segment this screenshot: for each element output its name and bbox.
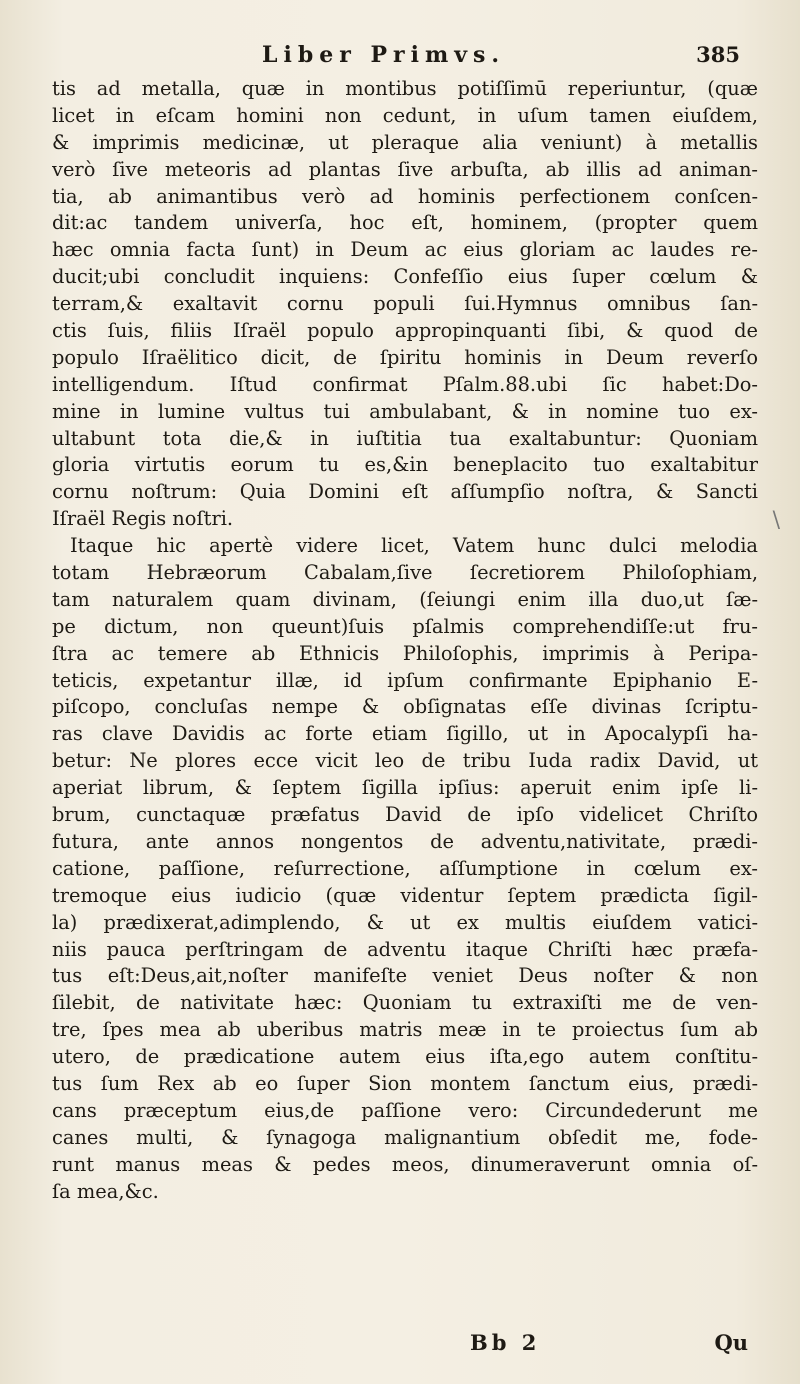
text-line: piſcopo, concluſas nempe & obſignatas eſſe divinas ſcriptu- xyxy=(52,695,758,719)
text-line: cornu noſtrum: Quia Domini eſt aſſumpſio noſtra, & Sancti xyxy=(52,480,758,504)
text-line: catione, paſſione, reſurrectione, aſſumptione in cœlum ex- xyxy=(52,856,758,880)
text-line: gloria virtutis eorum tu es,&in beneplacito tuo exaltabitur xyxy=(52,453,758,477)
text-line: hæc omnia facta ſunt) in Deum ac eius gloriam ac laudes re- xyxy=(52,238,758,262)
text-line: pe dictum, non queunt)ſuis pſalmis comprehendiſſe:ut fru- xyxy=(52,614,758,638)
text-line: niis pauca perſtringam de adventu itaque Chriſti hæc præfa- xyxy=(52,937,758,961)
page-footer xyxy=(52,1330,758,1360)
text-line: populo Iſraëlitico dicit, de ſpiritu hominis in Deum reverſo xyxy=(52,345,758,369)
catchword: Qu xyxy=(714,1330,748,1355)
text-line: tus eſt:Deus,ait,noſter manifeſte veniet Deus noſter & non xyxy=(52,964,758,988)
text-line: ſtra ac temere ab Ethnicis Philoſophis, imprimis à Peripa- xyxy=(52,641,758,665)
text-line: cans præceptum eius,de paſſione vero: Circundederunt me xyxy=(52,1098,758,1122)
text-line: utero, de prædicatione autem eius iſta,ego autem conſtitu- xyxy=(52,1045,758,1069)
page-header xyxy=(52,42,752,76)
running-title: Liber Primvs. xyxy=(262,42,506,68)
text-line: dit:ac tandem univerſa, hoc eſt, hominem, (propter quem xyxy=(52,211,758,235)
text-line: totam Hebræorum Cabalam,ſive ſecretiorem Philoſophiam, xyxy=(52,561,758,585)
text-line: ras clave Davidis ac forte etiam ſigillo, ut in Apocalypſi ha- xyxy=(52,722,758,746)
text-line: ultabunt tota die,& in iuſtitia tua exaltabuntur: Quoniam xyxy=(52,426,758,450)
text-line: verò ſive meteoris ad plantas ſive arbuſta, ab illis ad animan- xyxy=(52,157,758,181)
text-line: tia, ab animantibus verò ad hominis perfectionem conſcen- xyxy=(52,184,758,208)
text-line: Iſraël Regis noſtri. xyxy=(52,507,234,531)
text-line: ſilebit, de nativitate hæc: Quoniam tu extraxiſti me de ven- xyxy=(52,991,758,1015)
margin-mark: \ xyxy=(772,508,780,533)
body-text xyxy=(52,76,758,1205)
text-line: & imprimis medicinæ, ut pleraque alia veniunt) à metallis xyxy=(52,130,758,154)
text-line: mine in lumine vultus tui ambulabant, & in nomine tuo ex- xyxy=(52,399,758,423)
page-number: 385 xyxy=(696,42,740,67)
text-line: tis ad metalla, quæ in montibus potiſſimū reperiuntur, (quæ xyxy=(52,77,758,100)
text-line: intelligendum. Iſtud confirmat Pſalm.88.ubi ſic habet:Do- xyxy=(52,372,758,396)
text-line: betur: Ne plores ecce vicit leo de tribu Iuda radix David, ut xyxy=(52,749,758,773)
text-line: teticis, expetantur illæ, id ipſum confirmante Epiphanio E- xyxy=(52,668,758,692)
text-line: futura, ante annos nongentos de adventu,nativitate, prædi- xyxy=(52,829,758,853)
text-line: tam naturalem quam divinam, (ſeiungi enim illa duo,ut ſæ- xyxy=(52,587,758,611)
text-line: tremoque eius iudicio (quæ videntur ſeptem prædicta ſigil- xyxy=(52,883,758,907)
text-line: licet in eſcam homini non cedunt, in uſum tamen eiuſdem, xyxy=(52,103,758,127)
signature-mark: Bb 2 xyxy=(470,1330,541,1355)
text-line: Itaque hic apertè videre licet, Vatem hunc dulci melodia xyxy=(70,534,758,558)
text-line: brum, cunctaquæ præfatus David de ipſo videlicet Chriſto xyxy=(52,803,758,827)
text-line: tre, ſpes mea ab uberibus matris meæ in te proiectus ſum ab xyxy=(52,1018,758,1042)
text-line: tus ſum Rex ab eo ſuper Sion montem ſanctum eius, prædi- xyxy=(52,1071,758,1095)
text-line: canes multi, & ſynagoga malignantium obſedit me, fode- xyxy=(52,1125,758,1149)
text-line: ducit;ubi concludit inquiens: Confeſſio eius ſuper cœlum & xyxy=(52,265,758,289)
text-line: ſa mea,&c. xyxy=(52,1179,159,1203)
text-line: aperiat librum, & ſeptem ſigilla ipſius: aperuit enim ipſe li- xyxy=(52,776,758,800)
text-line: runt manus meas & pedes meos, dinumeraverunt omnia oſ- xyxy=(52,1152,758,1176)
text-line: la) prædixerat,adimplendo, & ut ex multis eiuſdem vatici- xyxy=(52,910,758,934)
text-line: ctis ſuis, filiis Iſraël populo appropinquanti ſibi, & quod de xyxy=(52,319,758,343)
text-line: terram,& exaltavit cornu populi ſui.Hymnus omnibus ſan- xyxy=(52,292,758,316)
